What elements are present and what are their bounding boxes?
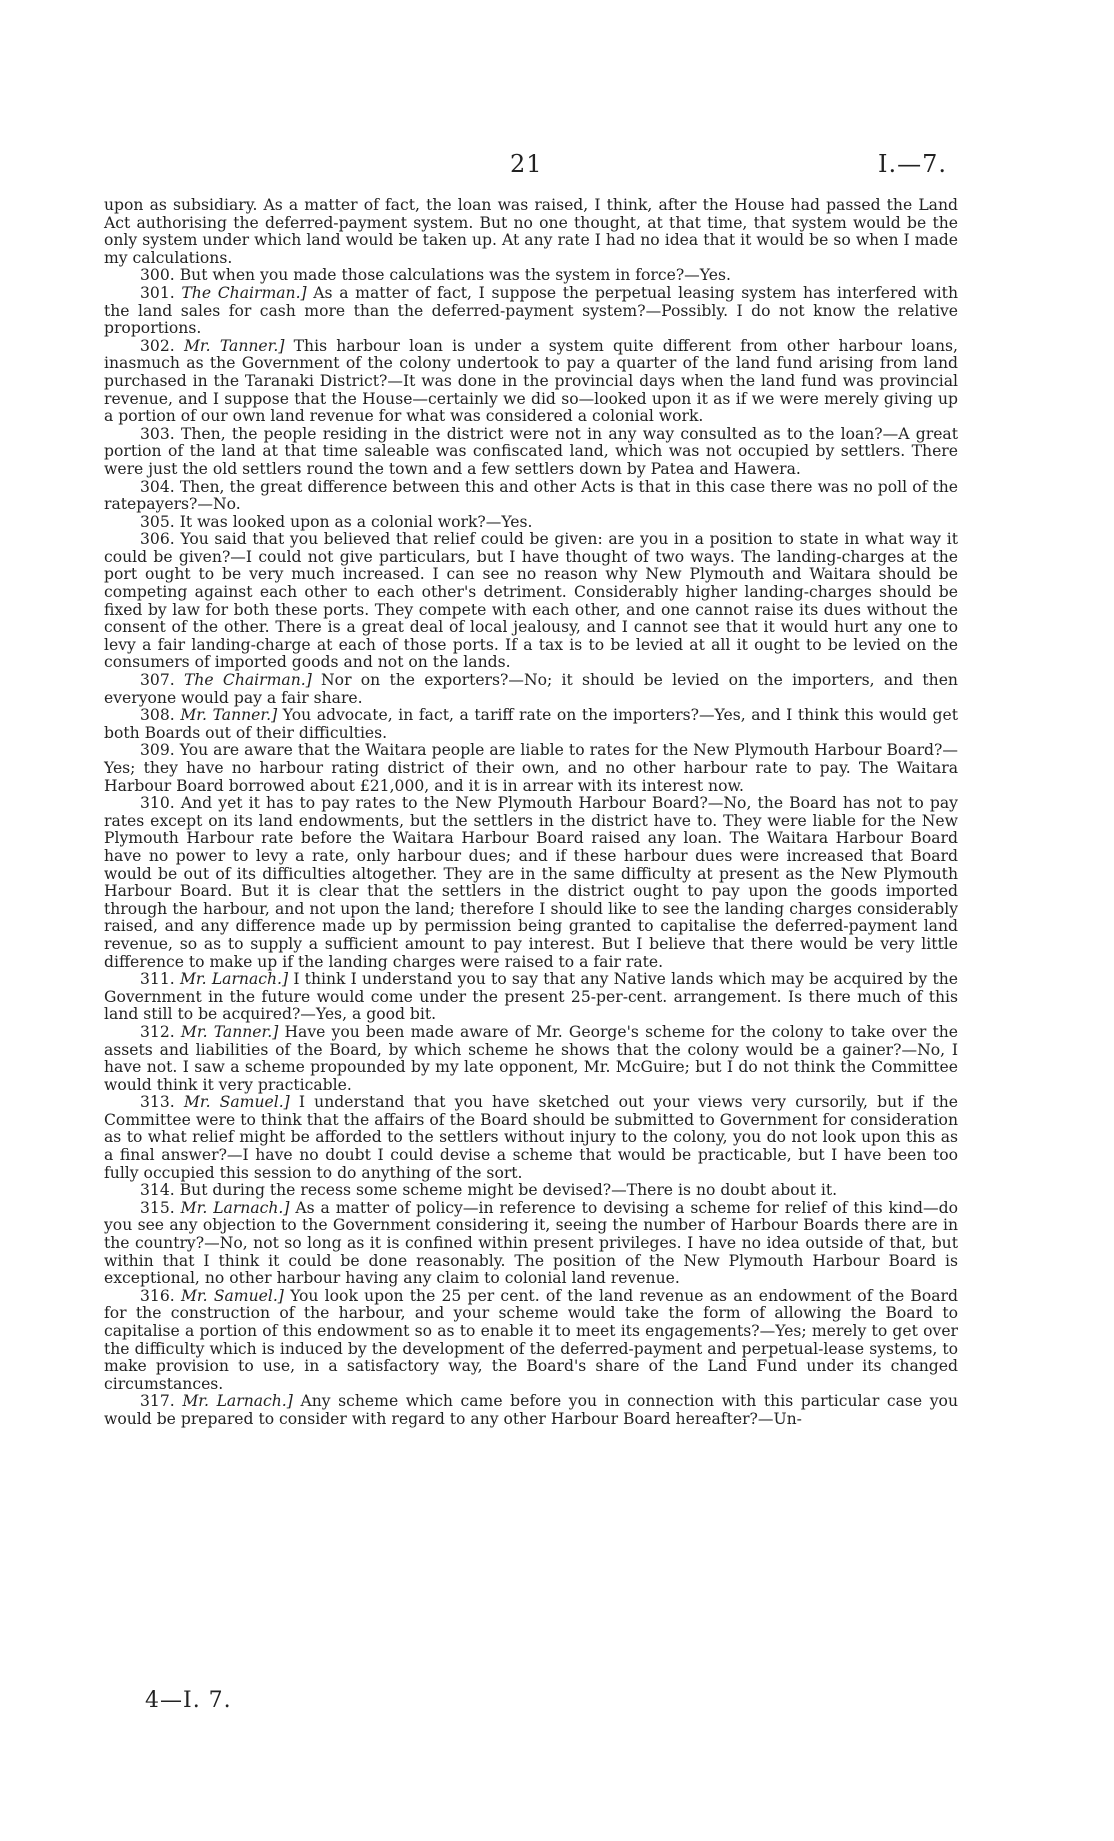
signature-mark: 4—I. 7.	[145, 1688, 232, 1713]
speaker-name: Mr. Tanner.]	[183, 336, 285, 355]
question-text: And yet it has to pay rates to the New Plymouth Harbour Board?—No, the Board has not to pay rates except on its land endowments, but the settlers in the district have to. They were liable for the New Plymouth Harbour rate before the Waitara Harbour Board raised any loan. The Waitara Harbour Board have no power to levy a rate, only harbour dues; and if these harbour dues were increased that Board would be out of its difficulties altogether. They are in the same difficulty at present as the New Plymouth Harbour Board. But it is clear that the settlers in the district ought to pay upon the goods imported through the harbour, and not upon the land; therefore I should like to see the landing charges considerably raised, and any difference made up by permission being granted to capitalise the deferred-payment land revenue, so as to supply a sufficient amount to pay interest. But I believe that there would be very little difference to make up if the landing charges were raised to a fair rate.	[104, 794, 958, 971]
question-text: You said that you believed that relief could be given: are you in a position to state in what way it could be given?—I could not give particulars, but I have thought of two ways. The landing-charges at the port ought to be very much increased. I can see no reason why New Plymouth and Waitara should be competing against each other to each other's detriment. Considerably higher landing-charges should be fixed by law for both these ports. They compete with each other, and one cannot raise its dues without the consent of the other. There is a great deal of local jealousy, and I cannot see that it would hurt any one to levy a fair landing-charge at each of those ports. If a tax is to be levied at all it ought to be levied on the consumers of imported goods and not on the lands.	[104, 530, 958, 672]
question-paragraph	[104, 479, 958, 514]
question-paragraph	[104, 1182, 958, 1200]
speaker-name: Mr. Tanner.]	[180, 706, 278, 725]
question-list	[104, 267, 958, 1428]
question-paragraph	[104, 742, 958, 795]
question-text: Any scheme which came before you in connection with this particular case you would be prepared to consider with regard to any other Harbour Board hereafter?—Un-	[104, 1392, 958, 1428]
question-number: 306.	[140, 530, 175, 549]
question-paragraph	[104, 672, 958, 707]
question-paragraph	[104, 285, 958, 338]
body-text	[104, 197, 958, 1429]
speaker-name: Mr. Tanner.]	[180, 1022, 279, 1041]
question-text: Nor on the exporters?—No; it should be levied on the importers, and then everyone would pay a fair share.	[104, 671, 958, 707]
question-number: 304.	[140, 477, 175, 496]
question-paragraph	[104, 707, 958, 742]
question-number: 301.	[140, 283, 175, 302]
question-number: 303.	[140, 424, 175, 443]
question-text: You advocate, in fact, a tariff rate on the importers?—Yes, and I think this would get both Boards out of their difficulties.	[104, 706, 958, 742]
question-text: I think I understand you to say that any Native lands which may be acquired by the Government in the future would come under the present 25-per-cent. arrangement. Is there much of this land still to be acquired?—Yes, a good bit.	[104, 970, 958, 1024]
question-number: 307.	[140, 671, 175, 690]
speaker-name: Mr. Larnach.]	[182, 1392, 293, 1411]
question-paragraph	[104, 1393, 958, 1428]
question-text: You look upon the 25 per cent. of the land revenue as an endowment of the Board for the construction of the harbour, and your scheme would take the form of allowing the Board to capitalise a portion of this endowment so as to enable it to meet its engagements?—Yes; merely to get over the difficulty which is induced by the development of the deferred-payment and perpetual-lease systems, to make provision to use, in a satisfactory way, the Board's share of the Land Fund under its changed circumstances.	[104, 1286, 958, 1393]
speaker-name: Mr. Samuel.]	[180, 1286, 284, 1305]
question-text: This harbour loan is under a system quite different from other harbour loans, inasmuch as the Government of the colony undertook to pay a quarter of the land fund arising from land purchased in the Taranaki District?—It was done in the provincial days when the land fund was provincial revenue, and I suppose that the House—certainly we did so—looked upon it as if we were merely giving up a portion of our own land revenue for what was considered a colonial work.	[104, 336, 958, 426]
intro-paragraph: upon as subsidiary. As a matter of fact, the loan was raised, I think, after the House had passed the Land Act authorising the deferred-payment system. But no one thought, at that time, that system would be the only system under which land would be taken up. At any rate I had no idea that it would be so when I made my calculations.	[104, 196, 958, 267]
question-paragraph	[104, 1200, 958, 1288]
question-text: I understand that you have sketched out your views very cursorily, but if the Committee were to think that the affairs of the Board should be submitted to Government for consideration as to what relief might be afforded to the settlers without injury to the colony, you do not look upon this as a final answer?—I have no doubt I could devise a scheme that would be practicable, but I have been too fully occupied this session to do anything of the sort.	[104, 1093, 958, 1182]
question-number: 310.	[140, 794, 175, 813]
question-number: 314.	[140, 1181, 175, 1200]
question-text: Then, the people residing in the district were not in any way consulted as to the loan?—A great portion of the land at that time saleable was confiscated land, which was not occupied by settlers. There were just the old settlers round the town and a few settlers down by Patea and Hawera.	[104, 424, 958, 478]
question-number: 313.	[140, 1093, 175, 1112]
question-number: 316.	[140, 1286, 175, 1305]
question-paragraph	[104, 338, 958, 426]
question-number: 309.	[140, 741, 175, 760]
question-paragraph	[104, 1288, 958, 1394]
question-paragraph	[104, 267, 958, 285]
question-paragraph	[104, 426, 958, 479]
question-number: 311.	[140, 970, 175, 989]
speaker-name: Mr. Larnach.]	[179, 970, 289, 989]
question-text: As a matter of policy—in reference to devising a scheme for relief of this kind—do you see any objection to the Government considering it, seeing the number of Harbour Boards there are in the country?—No, not so long as it is confined within present privileges. I have no idea outside of that, but within that I think it could be done reasonably. The position of the New Plymouth Harbour Board is exceptional, no other harbour having any claim to colonial land revenue.	[104, 1198, 958, 1288]
question-text: As a matter of fact, I suppose the perpetual leasing system has interfered with the land sales for cash more than the deferred-payment system?—Possibly. I do not know the relative proportions.	[104, 283, 958, 338]
speaker-name: The Chairman.]	[181, 283, 307, 302]
question-number: 317.	[140, 1392, 175, 1411]
question-number: 302.	[140, 336, 175, 355]
question-text: But when you made those calculations was the system in force?—Yes.	[179, 266, 731, 285]
question-number: 300.	[140, 266, 175, 285]
speaker-name: Mr. Samuel.]	[183, 1093, 290, 1112]
question-number: 305.	[140, 512, 175, 531]
question-text: It was looked upon as a colonial work?—Yes.	[179, 512, 533, 531]
document-reference: I.—7.	[878, 150, 948, 178]
page-header	[0, 150, 1114, 180]
question-text: Then, the great difference between this and other Acts is that in this case there was no poll of the ratepayers?—No.	[104, 477, 958, 514]
question-text: You are aware that the Waitara people are liable to rates for the New Plymouth Harbour Board?—Yes; they have no harbour rating district of their own, and no other harbour rate to pay. The Waitara Harbour Board borrowed about £21,000, and it is in arrear with its interest now.	[104, 741, 958, 795]
question-number: 315.	[140, 1198, 175, 1217]
question-text: Have you been made aware of Mr. George's scheme for the colony to take over the assets and liabilities of the Board, by which scheme he shows that the colony would be a gainer?—No, I have not. I saw a scheme propounded by my late opponent, Mr. McGuire; but I do not think the Committee would think it very practicable.	[104, 1022, 958, 1094]
question-paragraph	[104, 1024, 958, 1094]
page-number: 21	[510, 150, 543, 178]
question-number: 312.	[140, 1022, 175, 1041]
question-paragraph	[104, 514, 958, 532]
question-paragraph	[104, 795, 958, 971]
question-number: 308.	[140, 706, 175, 725]
question-paragraph	[104, 971, 958, 1024]
question-paragraph	[104, 531, 958, 672]
question-paragraph	[104, 1094, 958, 1182]
question-text: But during the recess some scheme might be devised?—There is no doubt about it.	[179, 1181, 838, 1200]
speaker-name: The Chairman.]	[183, 671, 312, 690]
speaker-name: Mr. Larnach.]	[180, 1198, 290, 1217]
